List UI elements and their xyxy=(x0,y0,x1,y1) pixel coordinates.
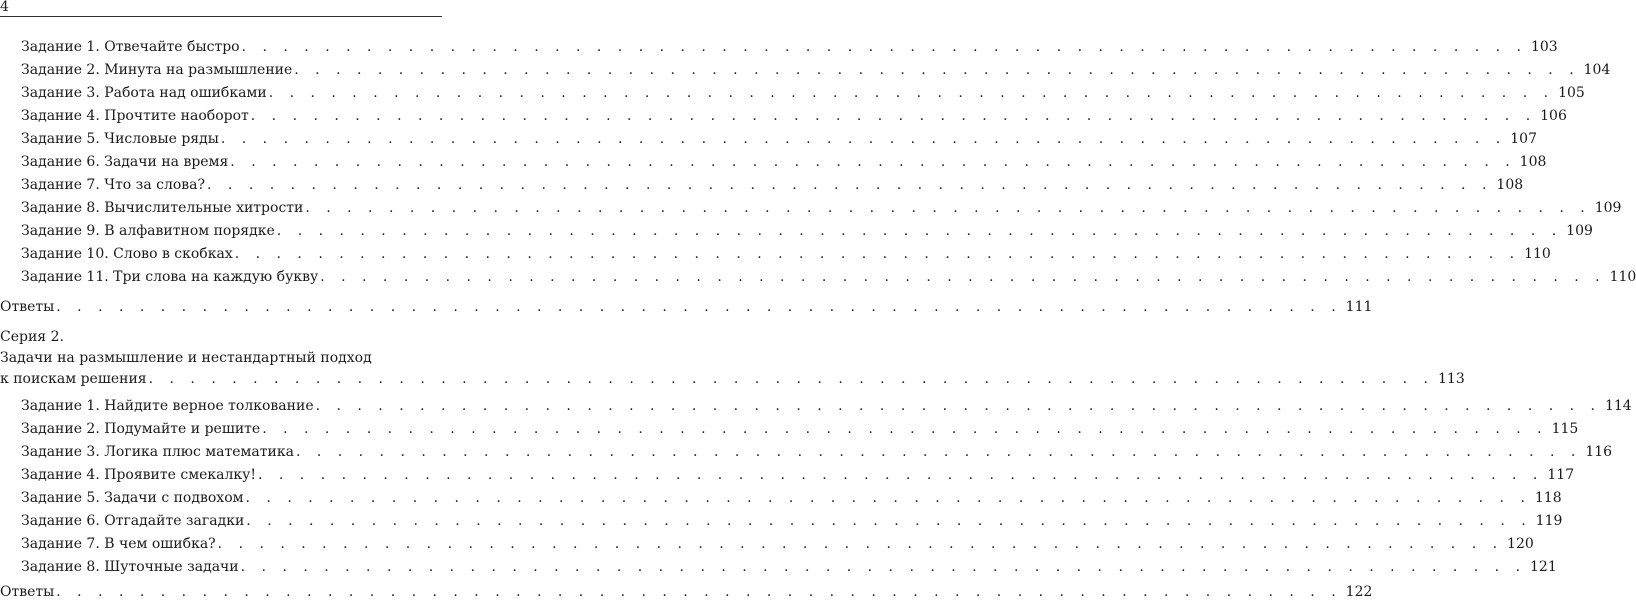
toc-entry-page: 109 xyxy=(1566,223,1593,239)
leader-dots: . . . . . . . . . . . . . . . . . . . . . . . . . . . . . . . . . . . . . . . . . . . . . . . . . . . . . . . . . . . . . . xyxy=(56,299,1342,315)
toc-entry[interactable] xyxy=(21,467,1575,483)
toc-entry-title: Ответы xyxy=(0,299,55,315)
leader-dots: . . . . . . . . . . . . . . . . . . . . . . . . . . . . . . . . . . . . . . . . . . . . . . . . . . . . . . . . . . . . . . xyxy=(305,200,1591,216)
toc-entry-title: Задание 7. В чем ошибка? xyxy=(21,536,216,552)
toc-entry-title: Задание 11. Три слова на каждую букву xyxy=(21,269,319,285)
leader-dots: . . . . . . . . . . . . . . . . . . . . . . . . . . . . . . . . . . . . . . . . . . . . . . . . . . . . . . . . . . . . . . xyxy=(56,584,1342,600)
toc-entry[interactable] xyxy=(21,421,1579,437)
toc-entry[interactable] xyxy=(21,200,1622,216)
leader-dots: . . . . . . . . . . . . . . . . . . . . . . . . . . . . . . . . . . . . . . . . . . . . . . . . . . . . . . . . . . . . . . xyxy=(315,398,1601,414)
toc-entry-series[interactable] xyxy=(0,371,1465,387)
toc-entry[interactable] xyxy=(21,108,1567,124)
toc-entry-page: 122 xyxy=(1345,584,1373,600)
toc-entry-page: 109 xyxy=(1594,200,1622,216)
toc-entry-title: Задание 1. Отвечайте быстро xyxy=(21,39,240,55)
toc-entry-answers[interactable] xyxy=(0,584,1373,600)
toc-entry-title: Задание 7. Что за слова? xyxy=(21,177,206,193)
leader-dots: . . . . . . . . . . . . . . . . . . . . . . . . . . . . . . . . . . . . . . . . . . . . . . . . . . . . . . . . . . . . . . xyxy=(320,269,1606,285)
toc-entry[interactable] xyxy=(21,536,1534,552)
leader-dots: . . . . . . . . . . . . . . . . . . . . . . . . . . . . . . . . . . . . . . . . . . . . . . . . . . . . . . . . . . . . . . xyxy=(217,536,1504,552)
toc-entry[interactable] xyxy=(21,62,1611,78)
leader-dots: . . . . . . . . . . . . . . . . . . . . . . . . . . . . . . . . . . . . . . . . . . . . . . . . . . . . . . . . . . . . . . xyxy=(262,421,1548,437)
toc-entry-title: Задание 5. Задачи с подвохом xyxy=(21,490,244,506)
toc-entry-page: 120 xyxy=(1507,536,1534,552)
toc-entry-title: Задание 8. Шуточные задачи xyxy=(21,559,239,575)
toc-entry-title: Задание 10. Слово в скобках xyxy=(21,246,233,262)
toc-entry-page: 110 xyxy=(1524,246,1551,262)
page-number: 4 xyxy=(0,0,9,15)
leader-dots: . . . . . . . . . . . . . . . . . . . . . . . . . . . . . . . . . . . . . . . . . . . . . . . . . . . . . . . . . . . . . . xyxy=(258,467,1544,483)
toc-entry-title: Задание 9. В алфавитном порядке xyxy=(21,223,275,239)
toc-entry-title: Задание 5. Числовые ряды xyxy=(21,131,219,147)
toc-entry-page: 118 xyxy=(1534,490,1562,506)
toc-entry[interactable] xyxy=(21,223,1593,239)
toc-entry[interactable] xyxy=(21,177,1524,193)
toc-entry-page: 113 xyxy=(1438,371,1465,387)
toc-entry-title: Задание 2. Минута на размышление xyxy=(21,62,293,78)
toc-entry[interactable] xyxy=(21,269,1636,285)
toc-entry-page: 107 xyxy=(1510,131,1537,147)
toc-entry[interactable] xyxy=(21,39,1558,55)
toc-entry-page: 103 xyxy=(1530,39,1558,55)
toc-entry[interactable] xyxy=(21,85,1585,101)
leader-dots: . . . . . . . . . . . . . . . . . . . . . . . . . . . . . . . . . . . . . . . . . . . . . . . . . . . . . . . . . . . . . . xyxy=(207,177,1493,193)
toc-entry-page: 106 xyxy=(1540,108,1567,124)
leader-dots: . . . . . . . . . . . . . . . . . . . . . . . . . . . . . . . . . . . . . . . . . . . . . . . . . . . . . . . . . . . . . . xyxy=(240,559,1527,575)
header-rule xyxy=(0,16,442,17)
leader-dots: . . . . . . . . . . . . . . . . . . . . . . . . . . . . . . . . . . . . . . . . . . . . . . . . . . . . . . . . . . . . . . xyxy=(250,108,1537,124)
toc-entry-title: Задание 2. Подумайте и решите xyxy=(21,421,261,437)
leader-dots: . . . . . . . . . . . . . . . . . . . . . . . . . . . . . . . . . . . . . . . . . . . . . . . . . . . . . . . . . . . . . . xyxy=(241,39,1527,55)
leader-dots: . . . . . . . . . . . . . . . . . . . . . . . . . . . . . . . . . . . . . . . . . . . . . . . . . . . . . . . . . . . . . . xyxy=(148,371,1434,387)
toc-entry-page: 105 xyxy=(1558,85,1585,101)
toc-entry-page: 116 xyxy=(1585,444,1613,460)
toc-entry[interactable] xyxy=(21,131,1537,147)
leader-dots: . . . . . . . . . . . . . . . . . . . . . . . . . . . . . . . . . . . . . . . . . . . . . . . . . . . . . . . . . . . . . . xyxy=(220,131,1507,147)
toc-entry[interactable] xyxy=(21,559,1557,575)
toc-entry-title: Задание 8. Вычислительные хитрости xyxy=(21,200,304,216)
toc-entry-title: Задание 4. Проявите смекалку! xyxy=(21,467,256,483)
toc-entry-title: Задание 3. Логика плюс математика xyxy=(21,444,294,460)
leader-dots: . . . . . . . . . . . . . . . . . . . . . . . . . . . . . . . . . . . . . . . . . . . . . . . . . . . . . . . . . . . . . . xyxy=(276,223,1563,239)
series-heading: Серия 2. xyxy=(0,329,64,345)
toc-entry-title: Задание 6. Задачи на время xyxy=(21,154,229,170)
toc-entry[interactable] xyxy=(21,398,1632,414)
leader-dots: . . . . . . . . . . . . . . . . . . . . . . . . . . . . . . . . . . . . . . . . . . . . . . . . . . . . . . . . . . . . . . xyxy=(230,154,1516,170)
toc-entry-title: Задание 1. Найдите верное толкование xyxy=(21,398,314,414)
toc-entry-page: 117 xyxy=(1547,467,1575,483)
toc-entry-title: Задание 6. Отгадайте загадки xyxy=(21,513,245,529)
toc-entry[interactable] xyxy=(21,490,1562,506)
toc-entry-answers[interactable] xyxy=(0,299,1373,315)
toc-entry-page: 121 xyxy=(1530,559,1557,575)
series-title: Задачи на размышление и нестандартный подход xyxy=(0,350,372,366)
toc-entry[interactable] xyxy=(21,154,1547,170)
toc-entry-title: Задание 3. Работа над ошибками xyxy=(21,85,267,101)
leader-dots: . . . . . . . . . . . . . . . . . . . . . . . . . . . . . . . . . . . . . . . . . . . . . . . . . . . . . . . . . . . . . . xyxy=(295,444,1582,460)
leader-dots: . . . . . . . . . . . . . . . . . . . . . . . . . . . . . . . . . . . . . . . . . . . . . . . . . . . . . . . . . . . . . . xyxy=(245,490,1531,506)
toc-entry[interactable] xyxy=(21,444,1613,460)
toc-entry-title: Ответы xyxy=(0,584,55,600)
toc-entry[interactable] xyxy=(21,513,1563,529)
toc-entry-page: 119 xyxy=(1535,513,1563,529)
leader-dots: . . . . . . . . . . . . . . . . . . . . . . . . . . . . . . . . . . . . . . . . . . . . . . . . . . . . . . . . . . . . . . xyxy=(268,85,1555,101)
leader-dots: . . . . . . . . . . . . . . . . . . . . . . . . . . . . . . . . . . . . . . . . . . . . . . . . . . . . . . . . . . . . . . xyxy=(246,513,1532,529)
toc-entry-page: 114 xyxy=(1604,398,1632,414)
leader-dots: . . . . . . . . . . . . . . . . . . . . . . . . . . . . . . . . . . . . . . . . . . . . . . . . . . . . . . . . . . . . . . xyxy=(234,246,1521,262)
toc-entry-page: 108 xyxy=(1496,177,1524,193)
toc-entry-title: Задание 4. Прочтите наоборот xyxy=(21,108,249,124)
toc-entry-page: 111 xyxy=(1345,299,1373,315)
toc-entry-page: 104 xyxy=(1583,62,1611,78)
toc-entry-title: к поискам решения xyxy=(0,371,147,387)
toc-entry-page: 108 xyxy=(1519,154,1547,170)
toc-entry-page: 115 xyxy=(1551,421,1579,437)
leader-dots: . . . . . . . . . . . . . . . . . . . . . . . . . . . . . . . . . . . . . . . . . . . . . . . . . . . . . . . . . . . . . . xyxy=(294,62,1580,78)
toc-entry-page: 110 xyxy=(1609,269,1636,285)
toc-entry[interactable] xyxy=(21,246,1551,262)
